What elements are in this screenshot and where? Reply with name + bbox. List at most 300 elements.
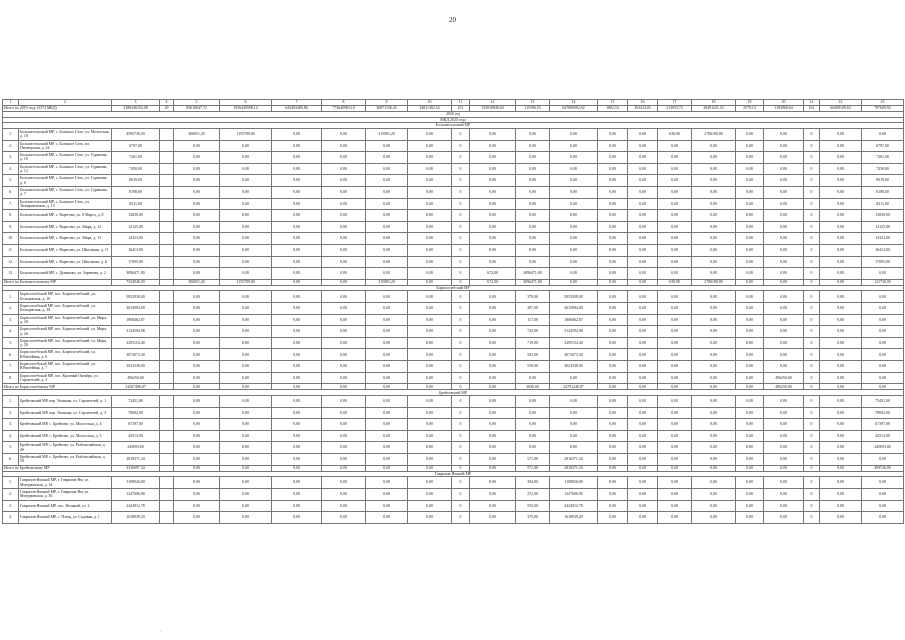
- section-total-cell: 0,00: [470, 384, 516, 390]
- value-cell: 0,00: [598, 175, 628, 187]
- value-cell: 0,00: [820, 175, 862, 187]
- address-cell: Брейтовский МР, пер. Ушакова, ул. Строителей, д. 3: [19, 407, 112, 419]
- value-cell: 0,00: [736, 268, 764, 280]
- value-cell: 0,00: [658, 396, 692, 408]
- table-row: [3, 244, 904, 256]
- value-cell: 0,00: [862, 372, 904, 384]
- value-cell: 0,00: [820, 500, 862, 512]
- value-cell: 0,00: [764, 152, 804, 164]
- value-cell: 0,00: [736, 175, 764, 187]
- address-cell: Большесельский МР, с. Варегово, ул. Мира, д. 12: [19, 221, 112, 233]
- table-row: [3, 488, 904, 500]
- column-number-cell: 5: [174, 100, 220, 106]
- value-cell: 0,00: [764, 500, 804, 512]
- value-cell: 0,00: [692, 500, 736, 512]
- column-number-cell: 22: [820, 100, 862, 106]
- value-cell: 0,00: [764, 233, 804, 245]
- value-cell: 0,00: [174, 175, 220, 187]
- value-cell: 0,00: [470, 361, 516, 373]
- section-total-cell: 0,00: [736, 279, 764, 285]
- value-cell: 0,00: [366, 175, 408, 187]
- value-cell: [160, 303, 174, 315]
- value-cell: 0,00: [550, 175, 598, 187]
- value-cell: 0,00: [408, 291, 452, 303]
- value-cell: 0,00: [658, 244, 692, 256]
- value-cell: 271,00: [516, 488, 550, 500]
- value-cell: 0: [804, 268, 820, 280]
- value-cell: 0,00: [220, 314, 272, 326]
- section-total-cell: 0,00: [764, 465, 804, 471]
- value-cell: 0,00: [322, 291, 366, 303]
- value-cell: 0,00: [862, 128, 904, 140]
- value-cell: 3124594,98: [112, 326, 160, 338]
- value-cell: 1618039,20: [550, 512, 598, 524]
- value-cell: 0,00: [736, 337, 764, 349]
- section-total-cell: 3096471,00: [516, 279, 550, 285]
- value-cell: 0,00: [550, 152, 598, 164]
- value-cell: 0,00: [174, 500, 220, 512]
- value-cell: 0,00: [220, 512, 272, 524]
- value-cell: 0,00: [272, 337, 322, 349]
- value-cell: 0,00: [322, 477, 366, 489]
- value-cell: 73431,00: [112, 396, 160, 408]
- value-cell: 0,00: [736, 512, 764, 524]
- row-number: 11.: [3, 244, 19, 256]
- value-cell: 1108926,00: [112, 477, 160, 489]
- value-cell: 0,00: [408, 268, 452, 280]
- value-cell: [160, 361, 174, 373]
- value-cell: 0,00: [820, 256, 862, 268]
- value-cell: 0,00: [550, 430, 598, 442]
- section-total-cell: 0: [452, 384, 470, 390]
- value-cell: 0,00: [692, 477, 736, 489]
- value-cell: 0,00: [658, 419, 692, 431]
- section-total-cell: 0,00: [322, 279, 366, 285]
- value-cell: 0: [804, 291, 820, 303]
- value-cell: 0,00: [658, 488, 692, 500]
- value-cell: 13830,00: [112, 210, 160, 222]
- value-cell: 8019,00: [112, 175, 160, 187]
- value-cell: 0,00: [736, 372, 764, 384]
- value-cell: [160, 128, 174, 140]
- value-cell: 0,00: [820, 407, 862, 419]
- value-cell: 0,00: [736, 210, 764, 222]
- value-cell: 0,00: [736, 430, 764, 442]
- value-cell: [160, 244, 174, 256]
- value-cell: 0,00: [820, 488, 862, 500]
- value-cell: 0: [452, 442, 470, 454]
- value-cell: 6797,00: [862, 140, 904, 152]
- value-cell: 3096471,00: [112, 268, 160, 280]
- value-cell: 0,00: [692, 175, 736, 187]
- section-total-cell: 0: [452, 279, 470, 285]
- address-cell: Большесельский МР, с. Дуниково, ул. Заречная, д. 2: [19, 268, 112, 280]
- value-cell: 0,00: [408, 361, 452, 373]
- section-total-label: Итого по Борисоглебскому МР: [3, 384, 112, 390]
- value-cell: 0,00: [516, 233, 550, 245]
- value-cell: 0,00: [272, 198, 322, 210]
- value-cell: 0,00: [598, 372, 628, 384]
- value-cell: 0,00: [408, 314, 452, 326]
- value-cell: 0,00: [598, 256, 628, 268]
- value-cell: 2424912,78: [112, 500, 160, 512]
- value-cell: [160, 256, 174, 268]
- value-cell: 0,00: [408, 419, 452, 431]
- value-cell: 0,00: [820, 221, 862, 233]
- value-cell: 0,00: [598, 512, 628, 524]
- value-cell: 0,00: [408, 221, 452, 233]
- value-cell: [160, 337, 174, 349]
- value-cell: 0,00: [736, 233, 764, 245]
- value-cell: 0,00: [820, 198, 862, 210]
- value-cell: 0,00: [516, 221, 550, 233]
- table-row: [3, 268, 904, 280]
- value-cell: 0,00: [764, 210, 804, 222]
- year-total-cell: 28491231,52: [692, 106, 736, 112]
- value-cell: 0,00: [764, 268, 804, 280]
- value-cell: 725,00: [516, 326, 550, 338]
- value-cell: 3295154,40: [112, 337, 160, 349]
- value-cell: 0,00: [516, 163, 550, 175]
- value-cell: 0,00: [820, 326, 862, 338]
- year-total-cell: 1193968,64: [764, 106, 804, 112]
- value-cell: 0,00: [470, 128, 516, 140]
- value-cell: 0,00: [516, 396, 550, 408]
- value-cell: 0,00: [408, 372, 452, 384]
- value-cell: 0,00: [820, 442, 862, 454]
- value-cell: 0,00: [516, 372, 550, 384]
- value-cell: 0,00: [550, 163, 598, 175]
- value-cell: 0,00: [220, 407, 272, 419]
- value-cell: 0,00: [322, 430, 366, 442]
- value-cell: 0,00: [174, 256, 220, 268]
- value-cell: 0,00: [366, 140, 408, 152]
- value-cell: 0,00: [470, 430, 516, 442]
- value-cell: 0,00: [692, 442, 736, 454]
- value-cell: 0,00: [862, 303, 904, 315]
- value-cell: 0,00: [322, 419, 366, 431]
- value-cell: 0,00: [174, 337, 220, 349]
- value-cell: 0,00: [658, 291, 692, 303]
- value-cell: 0,00: [736, 500, 764, 512]
- value-cell: 387,00: [516, 303, 550, 315]
- value-cell: 0,00: [516, 430, 550, 442]
- value-cell: 0,00: [220, 453, 272, 465]
- value-cell: 0,00: [220, 500, 272, 512]
- value-cell: 0: [452, 256, 470, 268]
- value-cell: 0,00: [272, 128, 322, 140]
- value-cell: 0: [452, 337, 470, 349]
- value-cell: 0: [804, 128, 820, 140]
- table-row: [3, 175, 904, 187]
- value-cell: 3023538,00: [112, 361, 160, 373]
- section-total-cell: 0,00: [658, 384, 692, 390]
- value-cell: 0,00: [764, 175, 804, 187]
- value-cell: 42513,00: [112, 430, 160, 442]
- value-cell: 0,00: [322, 372, 366, 384]
- value-cell: 0,00: [692, 430, 736, 442]
- value-cell: 8019,00: [862, 175, 904, 187]
- value-cell: 0,00: [820, 430, 862, 442]
- value-cell: 0,00: [322, 442, 366, 454]
- value-cell: 0: [452, 140, 470, 152]
- value-cell: 0: [452, 477, 470, 489]
- table-row: [3, 442, 904, 454]
- value-cell: 0,00: [272, 210, 322, 222]
- value-cell: 7458,00: [112, 163, 160, 175]
- value-cell: 0: [452, 244, 470, 256]
- value-cell: [160, 221, 174, 233]
- value-cell: 0,00: [628, 233, 658, 245]
- value-cell: 0,00: [366, 186, 408, 198]
- value-cell: 0,00: [366, 291, 408, 303]
- value-cell: 0,00: [692, 233, 736, 245]
- value-cell: 0,00: [174, 210, 220, 222]
- value-cell: 0,00: [550, 419, 598, 431]
- section-total-label: Итого по Брейтовскому МР: [3, 465, 112, 471]
- value-cell: 0,00: [516, 128, 550, 140]
- value-cell: 0,00: [322, 128, 366, 140]
- value-cell: 245693,00: [862, 442, 904, 454]
- value-cell: 0,00: [598, 477, 628, 489]
- year-total-cell: 29: [160, 106, 174, 112]
- value-cell: [160, 477, 174, 489]
- value-cell: 0,00: [598, 186, 628, 198]
- value-cell: 0,00: [220, 198, 272, 210]
- value-cell: 0,00: [470, 233, 516, 245]
- value-cell: [160, 152, 174, 164]
- value-cell: 0,00: [764, 430, 804, 442]
- column-number-cell: 7: [272, 100, 322, 106]
- value-cell: 0,00: [598, 361, 628, 373]
- value-cell: 0,00: [272, 419, 322, 431]
- value-cell: 0,00: [628, 256, 658, 268]
- value-cell: 555,00: [516, 500, 550, 512]
- value-cell: [160, 291, 174, 303]
- value-cell: 0,00: [220, 256, 272, 268]
- value-cell: 0,00: [764, 128, 804, 140]
- section-total-cell: 0,00: [598, 384, 628, 390]
- value-cell: 0,00: [692, 396, 736, 408]
- value-cell: [160, 488, 174, 500]
- value-cell: 0,00: [174, 396, 220, 408]
- value-cell: 1247606,90: [112, 488, 160, 500]
- year-total-cell: 643483480,86: [272, 106, 322, 112]
- value-cell: 0,00: [220, 186, 272, 198]
- value-cell: 8198,00: [862, 186, 904, 198]
- value-cell: 0,00: [220, 140, 272, 152]
- value-cell: 0,00: [628, 140, 658, 152]
- table-row: [3, 128, 904, 140]
- value-cell: [160, 314, 174, 326]
- value-cell: 0,00: [692, 361, 736, 373]
- value-cell: 0,00: [174, 314, 220, 326]
- table-row: [3, 256, 904, 268]
- value-cell: 0,00: [736, 314, 764, 326]
- value-cell: 0: [804, 256, 820, 268]
- value-cell: 0: [452, 430, 470, 442]
- value-cell: 0,00: [220, 221, 272, 233]
- value-cell: 0,00: [598, 442, 628, 454]
- value-cell: 0,00: [598, 488, 628, 500]
- section-title: Брейтовский МР: [3, 390, 904, 396]
- value-cell: 0,00: [692, 488, 736, 500]
- value-cell: 0,00: [174, 303, 220, 315]
- value-cell: 0: [804, 198, 820, 210]
- value-cell: 0: [804, 372, 820, 384]
- value-cell: 0,00: [820, 210, 862, 222]
- value-cell: 8211,00: [112, 198, 160, 210]
- value-cell: 0,00: [516, 198, 550, 210]
- value-cell: 0,00: [366, 163, 408, 175]
- year-label: 2020 год: [3, 112, 904, 118]
- value-cell: 4595736,50: [112, 128, 160, 140]
- value-cell: 0,00: [736, 326, 764, 338]
- value-cell: 0,00: [174, 326, 220, 338]
- value-cell: 0: [804, 326, 820, 338]
- value-cell: 0,00: [598, 210, 628, 222]
- value-cell: 0,00: [366, 442, 408, 454]
- value-cell: 0,00: [628, 268, 658, 280]
- value-cell: 394,00: [516, 477, 550, 489]
- section-total-cell: 23287496,87: [112, 384, 160, 390]
- address-cell: Брейтовский МР, с. Брейтово, ул. Мологская, д. 5: [19, 430, 112, 442]
- value-cell: 0,00: [764, 512, 804, 524]
- value-cell: 0,00: [736, 407, 764, 419]
- year-total-cell: 2579,13: [736, 106, 764, 112]
- value-cell: 0,00: [322, 186, 366, 198]
- value-cell: 0,00: [692, 453, 736, 465]
- value-cell: 0,00: [366, 453, 408, 465]
- section-total-cell: 0: [804, 465, 820, 471]
- value-cell: 0,00: [550, 233, 598, 245]
- value-cell: 0,00: [272, 361, 322, 373]
- address-cell: Большесельский МР, с. Варегово, ул. Мира, д. 13: [19, 233, 112, 245]
- value-cell: 0,00: [628, 407, 658, 419]
- value-cell: 0,00: [408, 186, 452, 198]
- value-cell: 0,00: [692, 314, 736, 326]
- row-number: 6.: [3, 186, 19, 198]
- value-cell: 0,00: [658, 512, 692, 524]
- value-cell: 0,00: [598, 419, 628, 431]
- table-row: [3, 512, 904, 524]
- value-cell: 0,00: [516, 186, 550, 198]
- value-cell: 0,00: [220, 442, 272, 454]
- address-cell: Гаврилов-Ямский МР, г. Гаврилов-Ям, ул. Мичуринская, д. 34: [19, 477, 112, 489]
- address-cell: Большесельский МР, с. Большое Село, ул. Мологская, д. 18: [20, 129, 110, 139]
- row-number: 3.: [3, 419, 19, 431]
- value-cell: 1618039,20: [112, 512, 160, 524]
- value-cell: 0: [804, 488, 820, 500]
- value-cell: 0,00: [322, 163, 366, 175]
- value-cell: 0: [804, 175, 820, 187]
- value-cell: 0,00: [550, 256, 598, 268]
- value-cell: 0: [452, 291, 470, 303]
- value-cell: 8211,00: [862, 198, 904, 210]
- value-cell: 0,00: [408, 140, 452, 152]
- section-total-cell: 0: [452, 465, 470, 471]
- value-cell: 0,00: [470, 326, 516, 338]
- value-cell: 0,00: [628, 349, 658, 361]
- value-cell: 0,00: [322, 198, 366, 210]
- row-number: 2.: [3, 140, 19, 152]
- value-cell: [160, 372, 174, 384]
- value-cell: 73431,00: [862, 396, 904, 408]
- value-cell: 0,00: [598, 337, 628, 349]
- value-cell: 17095,00: [112, 256, 160, 268]
- row-number: 3.: [3, 500, 19, 512]
- value-cell: 0,00: [272, 396, 322, 408]
- value-cell: 0,00: [820, 244, 862, 256]
- value-cell: 0,00: [764, 186, 804, 198]
- value-cell: 0,00: [366, 337, 408, 349]
- section-total-cell: 0,00: [550, 279, 598, 285]
- table-row: [3, 140, 904, 152]
- section-total-cell: 1155789,80: [220, 279, 272, 285]
- value-cell: 0,00: [322, 326, 366, 338]
- value-cell: 0,00: [628, 512, 658, 524]
- value-cell: 0,00: [470, 337, 516, 349]
- value-cell: 0,00: [692, 372, 736, 384]
- value-cell: 0,00: [598, 291, 628, 303]
- value-cell: [160, 500, 174, 512]
- value-cell: 0: [452, 175, 470, 187]
- value-cell: 0: [804, 210, 820, 222]
- value-cell: 0,00: [658, 268, 692, 280]
- value-cell: 0,00: [736, 361, 764, 373]
- value-cell: 0,00: [174, 233, 220, 245]
- value-cell: 0,00: [862, 349, 904, 361]
- value-cell: 0,00: [628, 303, 658, 315]
- value-cell: 0,00: [628, 361, 658, 373]
- section-total-cell: 0,00: [174, 384, 220, 390]
- value-cell: 0: [804, 337, 820, 349]
- value-cell: 0,00: [516, 152, 550, 164]
- section-total-cell: 0,00: [408, 465, 452, 471]
- table-row: [3, 500, 904, 512]
- value-cell: 1108926,00: [550, 477, 598, 489]
- value-cell: 0,00: [174, 361, 220, 373]
- value-cell: 0,00: [764, 256, 804, 268]
- value-cell: 0,00: [628, 186, 658, 198]
- value-cell: 0,00: [220, 152, 272, 164]
- value-cell: 0,00: [220, 361, 272, 373]
- value-cell: 0,00: [598, 453, 628, 465]
- address-cell: Большесельский МР, с. Большое Село, ул. Тимирязевская, д. 13: [19, 198, 112, 210]
- row-number: 8.: [3, 372, 19, 384]
- value-cell: 0: [804, 477, 820, 489]
- value-cell: 0,00: [692, 326, 736, 338]
- value-cell: 0,00: [366, 152, 408, 164]
- value-cell: [160, 198, 174, 210]
- page-speck: ·: [160, 630, 162, 635]
- value-cell: 0,00: [820, 303, 862, 315]
- value-cell: 0: [804, 186, 820, 198]
- value-cell: 0,00: [862, 326, 904, 338]
- row-number: 2.: [3, 303, 19, 315]
- value-cell: 0,00: [174, 152, 220, 164]
- section-total-cell: 0,00: [470, 465, 516, 471]
- value-cell: 3096471,00: [516, 268, 550, 280]
- value-cell: 0,00: [658, 442, 692, 454]
- value-cell: 0,00: [366, 256, 408, 268]
- value-cell: 0,00: [658, 221, 692, 233]
- value-cell: 0,00: [322, 407, 366, 419]
- value-cell: 0,00: [470, 500, 516, 512]
- row-number: 7.: [3, 198, 19, 210]
- value-cell: [160, 419, 174, 431]
- value-cell: 0: [452, 372, 470, 384]
